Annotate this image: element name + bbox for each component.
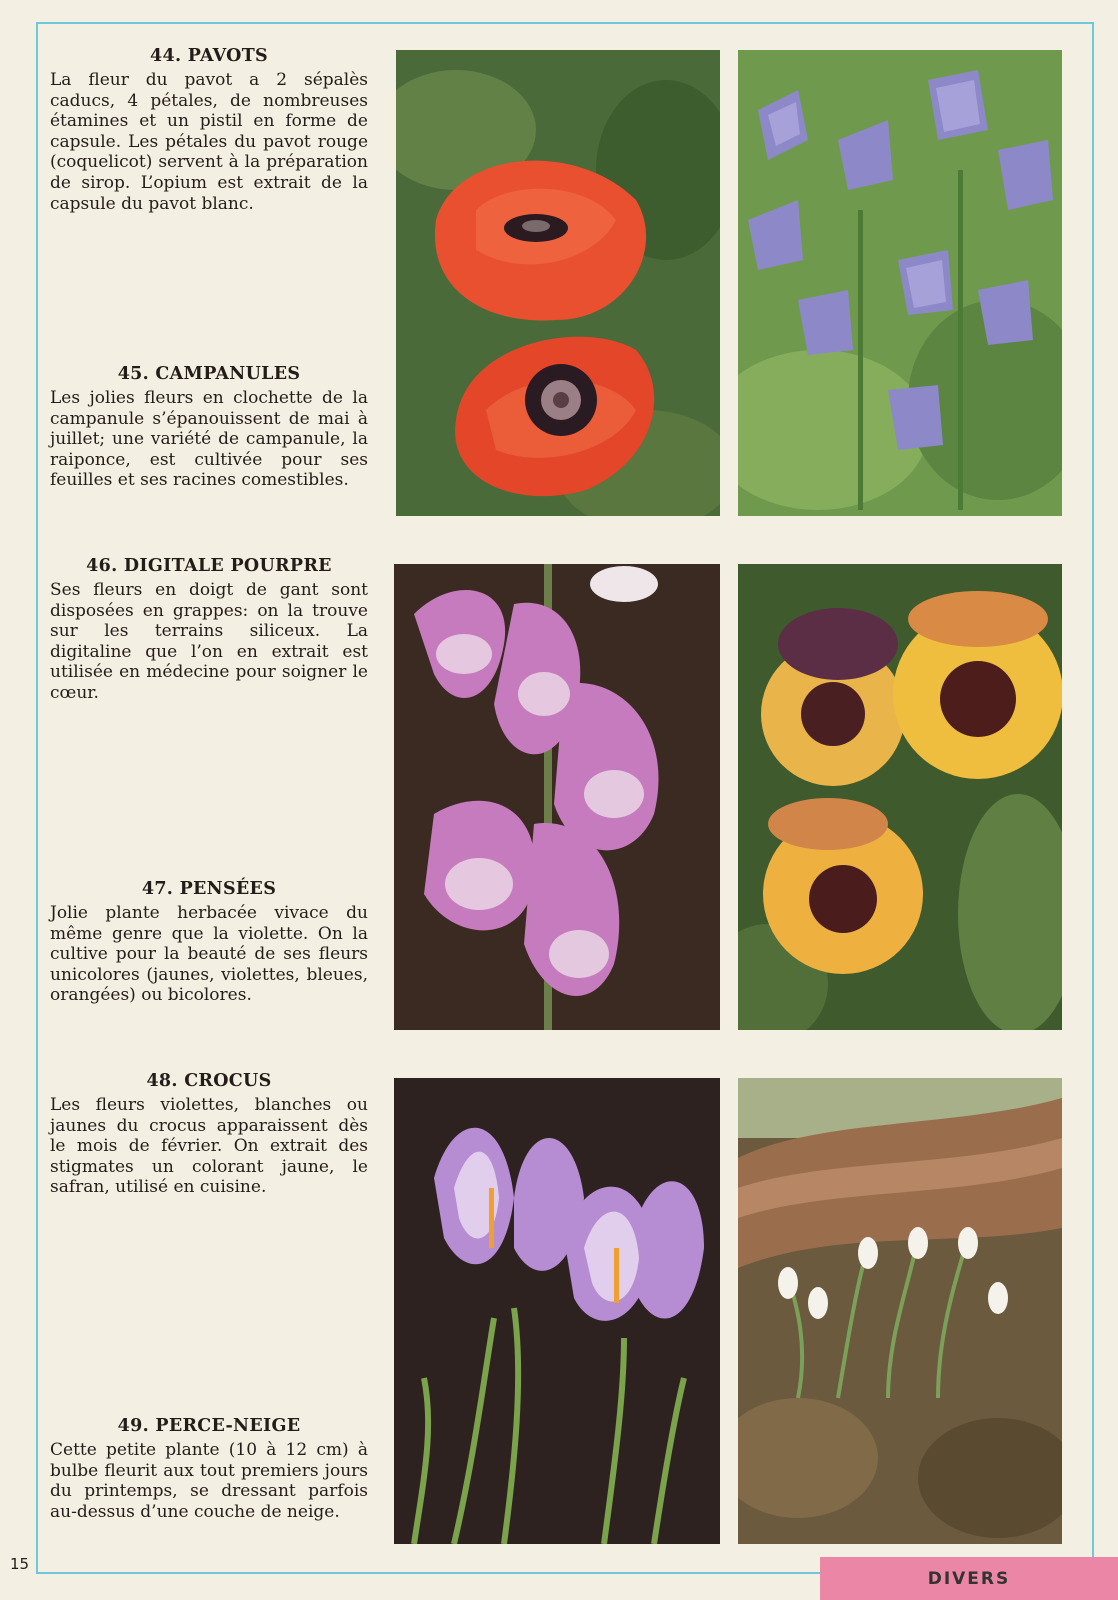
- entry-text: Jolie plante herbacée vivace du même genre que la violette. On la cultive pour la beauté de ses fleurs unicolores (jaunes, violettes, bleues, orangées) ou bicolores.: [50, 903, 368, 1006]
- entry-text: Les jolies fleurs en clochette de la campanule s’épanouissent de mai à juillet; une variété de campanule, la raiponce, est cultivée pour ses feuilles et ses racines comestibles.: [50, 388, 368, 491]
- section-tab: DIVERS: [820, 1557, 1118, 1600]
- entry-title: 49. PERCE-NEIGE: [117, 1416, 301, 1436]
- snowdrop-photo: [738, 1078, 1062, 1544]
- entry-pensees: [50, 879, 368, 1006]
- entry-title: 48. CROCUS: [146, 1071, 272, 1091]
- entry-campanules: [50, 364, 368, 491]
- entry-title: 46. DIGITALE POURPRE: [86, 556, 332, 576]
- entry-perce-neige: [50, 1416, 368, 1522]
- entry-text: La fleur du pavot a 2 sépalès caducs, 4 pétales, de nombreuses étamines et un pistil en forme de capsule. Les pétales du pavot rouge (coquelicot) servent à la préparation de sirop. L’opium est extrait de la capsule du pavot blanc.: [50, 70, 368, 214]
- poppy-photo: [396, 50, 720, 516]
- foxglove-photo: [394, 564, 720, 1030]
- entry-pavots: [50, 46, 368, 214]
- entry-text: Cette petite plante (10 à 12 cm) à bulbe fleurit aux tout premiers jours du printemps, se dressant parfois au-dessus d’une couche de neige.: [50, 1440, 368, 1522]
- crocus-photo: [394, 1078, 720, 1544]
- pansy-photo: [738, 564, 1062, 1030]
- entry-text: Les fleurs violettes, blanches ou jaunes du crocus apparaissent dès le mois de février. On extrait des stigmates un colorant jaune, le safran, utilisé en cuisine.: [50, 1095, 368, 1198]
- entry-title: 45. CAMPANULES: [117, 364, 301, 384]
- entry-title: 44. PAVOTS: [150, 46, 268, 66]
- entry-title: 47. PENSÉES: [141, 879, 277, 899]
- entry-crocus: [50, 1071, 368, 1198]
- page-number: 15: [10, 1555, 30, 1573]
- bellflower-photo: [738, 50, 1062, 516]
- entry-digitale: [50, 556, 368, 704]
- entry-text: Ses fleurs en doigt de gant sont disposées en grappes: on la trouve sur les terrains siliceux. La digitaline que l’on en extrait est utilisée en médecine pour soigner le cœur.: [50, 580, 368, 703]
